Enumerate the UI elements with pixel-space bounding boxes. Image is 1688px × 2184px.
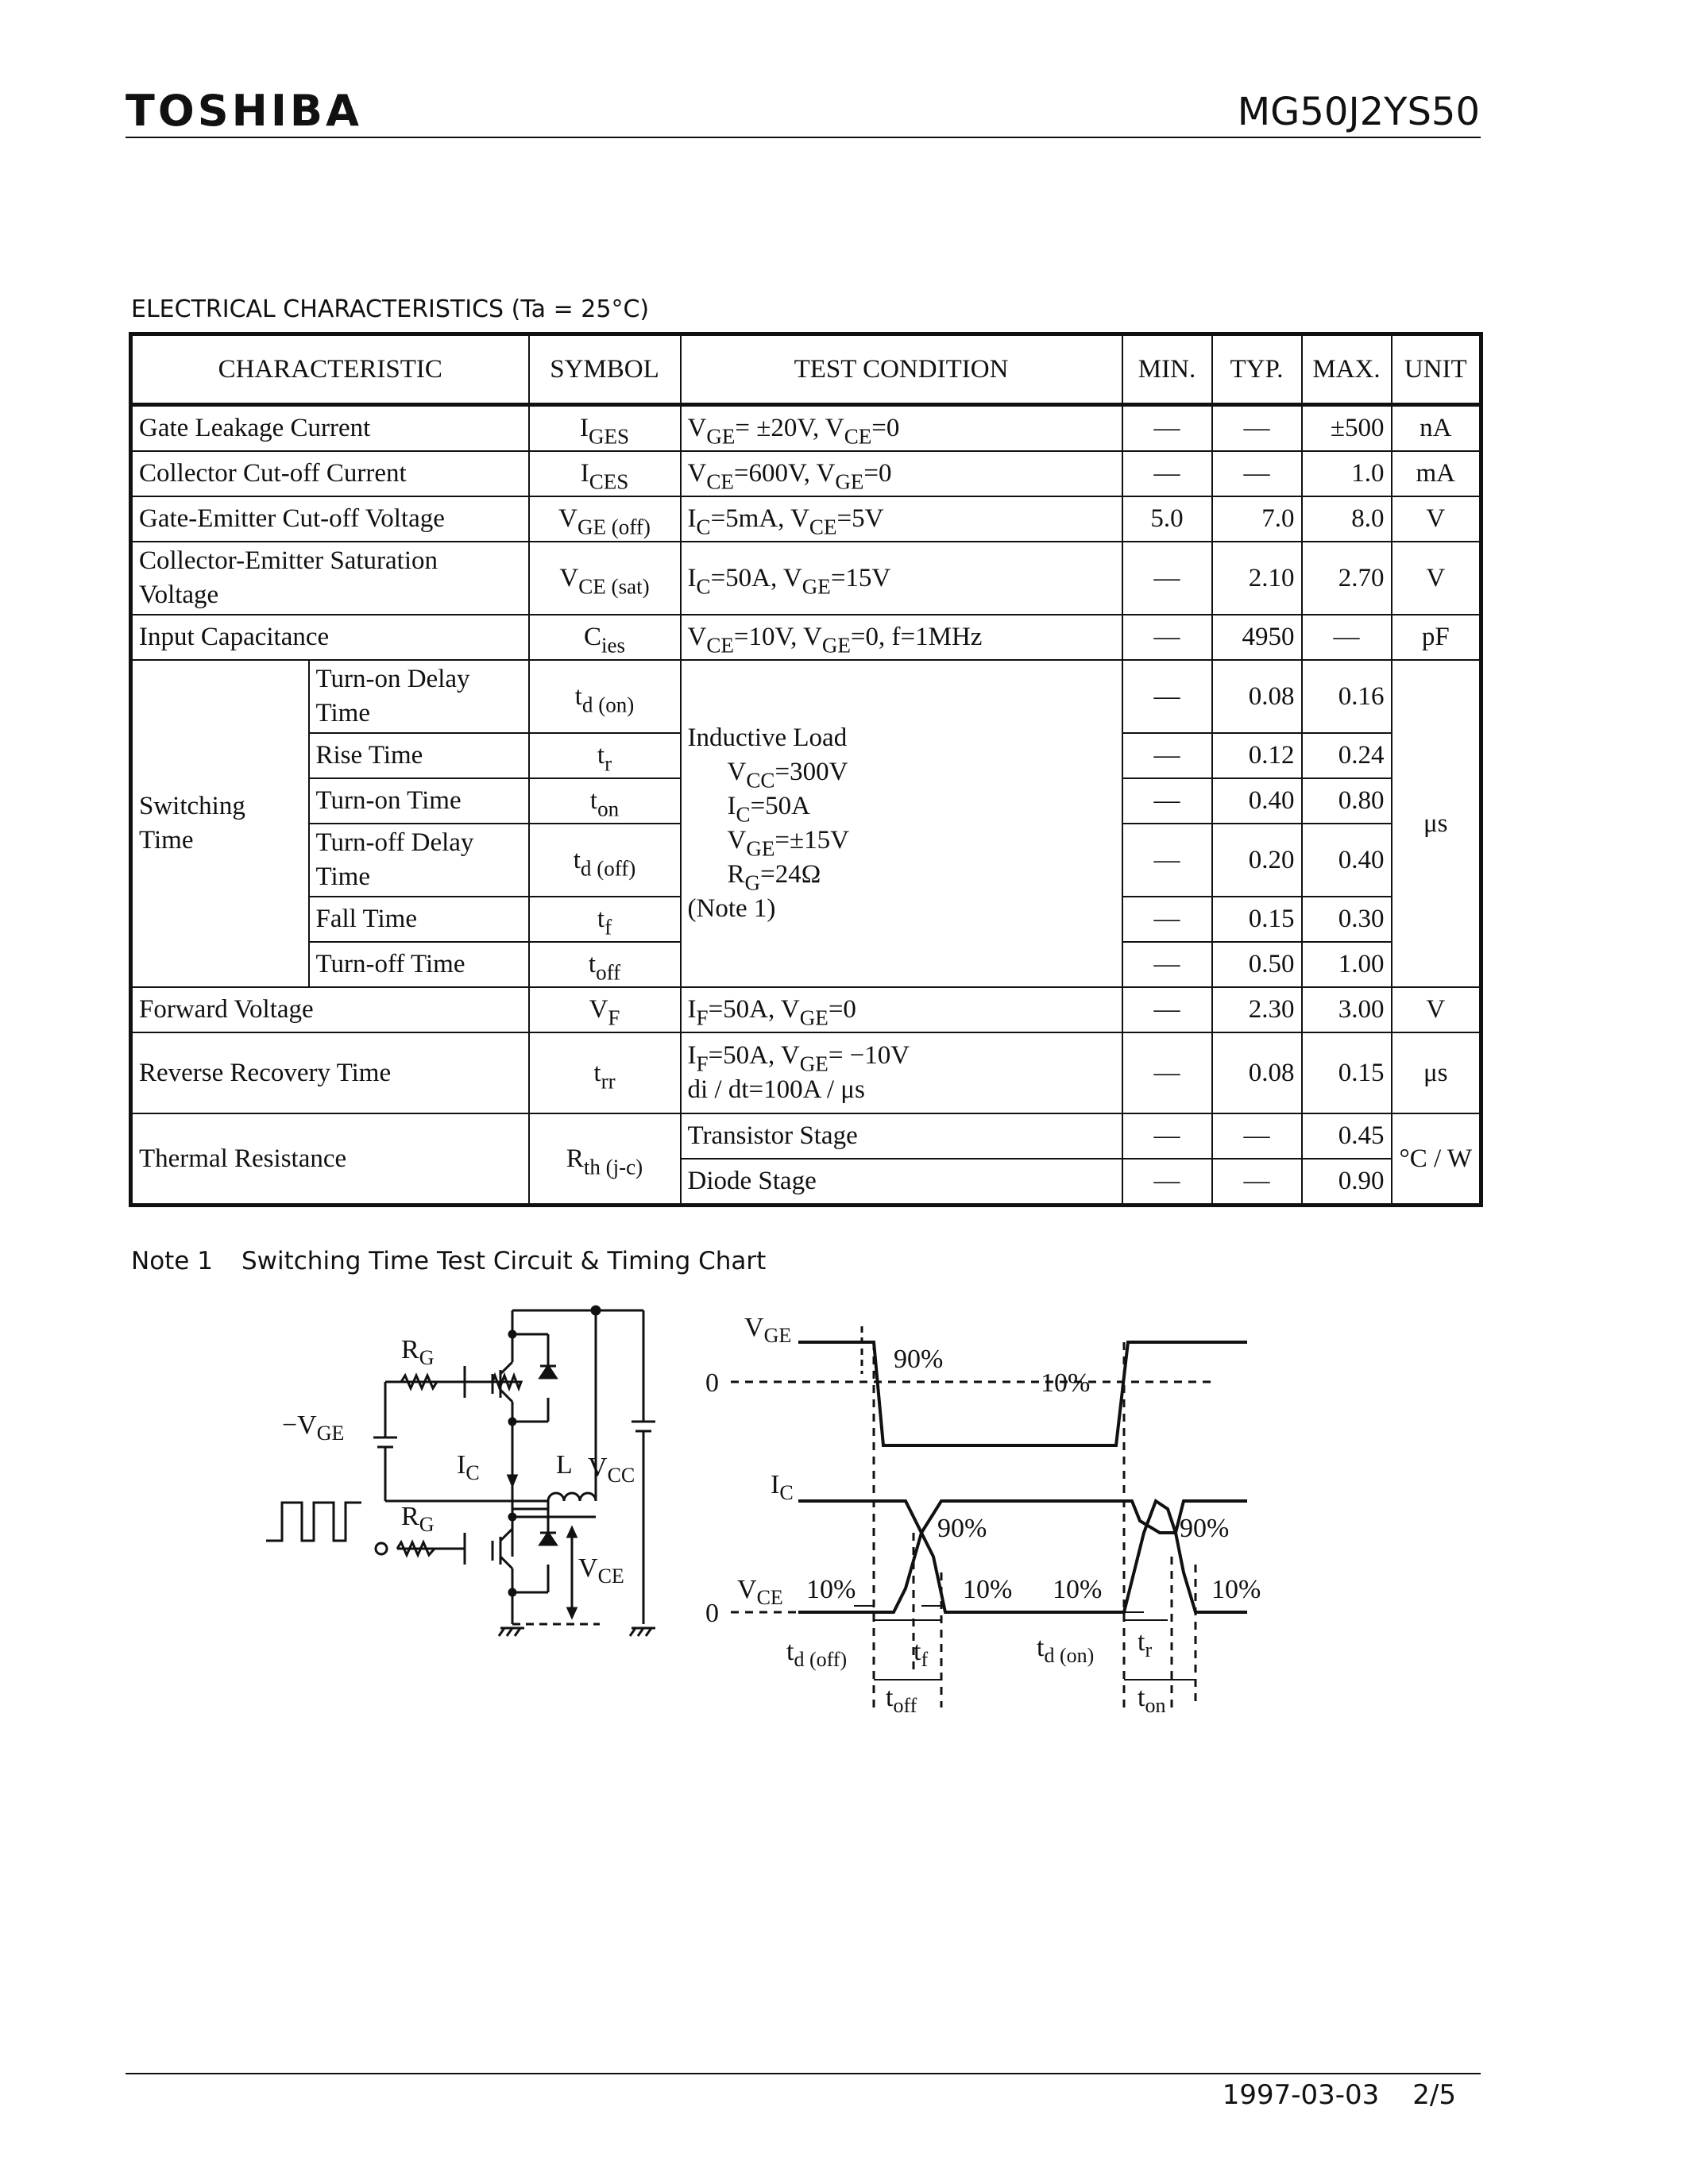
section-title: ELECTRICAL CHARACTERISTICS (Ta = 25°C)	[131, 295, 650, 323]
char-name: Input Capacitance	[131, 615, 529, 660]
vge-10pct-label: 10%	[1041, 1368, 1091, 1398]
table-row	[131, 542, 1481, 615]
col-header-min: MIN.	[1122, 334, 1212, 405]
ic-10pct-off-a-label: 10%	[806, 1575, 856, 1604]
vge-waveform	[798, 1342, 1247, 1445]
ic-label: $I_C$	[457, 1450, 480, 1484]
max-cell: 1.0	[1302, 451, 1392, 496]
symbol-cell: $t_{d (on)}$	[529, 660, 681, 733]
vce-chart-label: $V_{CE}$	[737, 1575, 783, 1609]
typ-cell: 0.12	[1212, 733, 1302, 778]
char-name: Turn-off Delay Time	[309, 824, 529, 897]
tf-label: $t_f$	[914, 1637, 929, 1671]
symbol-cell: $t_f$	[529, 897, 681, 942]
table-row	[131, 451, 1481, 496]
col-header-condition: TEST CONDITION	[681, 334, 1122, 405]
typ-cell: —	[1212, 405, 1302, 452]
min-cell: —	[1122, 987, 1212, 1032]
unit-cell: μs	[1392, 660, 1481, 987]
condition-cell: $V_{CE}=600V$, $V_{GE}=0$	[681, 451, 1122, 496]
ic-10pct-on-b-label: 10%	[1211, 1575, 1261, 1604]
condition-cell: $I_C=50A$, $V_{GE}=15V$	[681, 542, 1122, 615]
typ-cell: —	[1212, 451, 1302, 496]
min-cell: —	[1122, 615, 1212, 660]
brand-logo-text: TOSHIBA	[126, 86, 362, 136]
table-row	[131, 615, 1481, 660]
char-name: Rise Time	[309, 733, 529, 778]
toff-label: $t_{off}$	[886, 1683, 917, 1717]
td-off-label: $t_{d (off)}$	[786, 1637, 848, 1671]
char-name: Collector-Emitter Saturation Voltage	[131, 542, 529, 615]
unit-cell: pF	[1392, 615, 1481, 660]
typ-cell: —	[1212, 1159, 1302, 1206]
diode-top-icon	[540, 1366, 556, 1378]
switching-test-diagram	[0, 1295, 1688, 1811]
symbol-cell: $I_{CES}$	[529, 451, 681, 496]
typ-cell: 7.0	[1212, 496, 1302, 542]
symbol-cell: $t_r$	[529, 733, 681, 778]
typ-cell: 0.20	[1212, 824, 1302, 897]
typ-cell: 0.08	[1212, 1032, 1302, 1113]
condition-cell: $V_{GE}= \pm 20V$, $V_{CE}=0$	[681, 405, 1122, 452]
rg-bottom-label: $R_G$	[401, 1502, 435, 1536]
td-on-label: $t_{d (on)}$	[1037, 1633, 1095, 1667]
col-header-max: MAX.	[1302, 334, 1392, 405]
switching-condition-cell: Inductive Load $V_{CC}=300V$ $I_C=50A$ $V_{GE}=\pm 15V$ $R_G=24\Omega$ (Note 1)	[681, 660, 1122, 987]
footer-date: 1997-03-03	[1222, 2079, 1380, 2111]
char-name: Collector Cut-off Current	[131, 451, 529, 496]
typ-cell: —	[1212, 1113, 1302, 1159]
max-cell: 2.70	[1302, 542, 1392, 615]
symbol-cell: $t_{d (off)}$	[529, 824, 681, 897]
part-number: MG50J2YS50	[1237, 90, 1480, 134]
ic-90pct-off-label: 90%	[937, 1514, 987, 1543]
note-text: Switching Time Test Circuit & Timing Chart	[241, 1247, 767, 1275]
min-cell: —	[1122, 660, 1212, 733]
vcc-label: $V_{CC}$	[588, 1453, 635, 1487]
char-name: Turn-on Delay Time	[309, 660, 529, 733]
max-cell: 0.30	[1302, 897, 1392, 942]
typ-cell: 0.15	[1212, 897, 1302, 942]
char-name: Thermal Resistance	[131, 1113, 529, 1206]
max-cell: 1.00	[1302, 942, 1392, 987]
vge-90pct-label: 90%	[894, 1345, 944, 1374]
note-caption	[131, 1247, 794, 1275]
ic-10pct-off-b-label: 10%	[963, 1575, 1013, 1604]
min-cell: —	[1122, 733, 1212, 778]
typ-cell: 0.40	[1212, 778, 1302, 824]
min-cell: —	[1122, 405, 1212, 452]
condition-cell: $I_F=50A$, $V_{GE}=0$	[681, 987, 1122, 1032]
footer-rule	[126, 2073, 1481, 2074]
max-cell: 8.0	[1302, 496, 1392, 542]
col-header-symbol: SYMBOL	[529, 334, 681, 405]
table-row	[131, 1032, 1481, 1113]
vce-circuit-label: $V_{CE}$	[578, 1553, 624, 1588]
typ-cell: 0.50	[1212, 942, 1302, 987]
neg-vge-label: $-V_{GE}$	[282, 1410, 345, 1445]
char-name: Turn-on Time	[309, 778, 529, 824]
min-cell: —	[1122, 1113, 1212, 1159]
vge-chart-label: $V_{GE}$	[744, 1313, 792, 1347]
col-header-characteristic: CHARACTERISTIC	[131, 334, 529, 405]
table-row	[131, 987, 1481, 1032]
symbol-cell: $I_{GES}$	[529, 405, 681, 452]
zero-label-vge: 0	[705, 1368, 719, 1398]
symbol-cell: $V_{GE (off)}$	[529, 496, 681, 542]
max-cell: —	[1302, 615, 1392, 660]
unit-cell: mA	[1392, 451, 1481, 496]
char-name: Turn-off Time	[309, 942, 529, 987]
zero-label-vce: 0	[705, 1599, 719, 1628]
condition-cell: $I_F=50A$, $V_{GE}= -10V$ di / dt=100A / μs	[681, 1032, 1122, 1113]
condition-cell: Diode Stage	[681, 1159, 1122, 1206]
unit-cell: V	[1392, 987, 1481, 1032]
min-cell: —	[1122, 1032, 1212, 1113]
tr-label: $t_r$	[1138, 1627, 1153, 1661]
min-cell: —	[1122, 1159, 1212, 1206]
col-header-typ: TYP.	[1212, 334, 1302, 405]
min-cell: —	[1122, 451, 1212, 496]
unit-cell: μs	[1392, 1032, 1481, 1113]
symbol-cell: $V_F$	[529, 987, 681, 1032]
max-cell: 0.24	[1302, 733, 1392, 778]
char-name: Gate-Emitter Cut-off Voltage	[131, 496, 529, 542]
header-rule	[126, 137, 1481, 138]
max-cell: 0.90	[1302, 1159, 1392, 1206]
symbol-cell: $C_{ies}$	[529, 615, 681, 660]
condition-cell: $V_{CE}=10V$, $V_{GE}=0$, f=1MHz	[681, 615, 1122, 660]
electrical-characteristics-table	[129, 332, 1483, 1207]
symbol-cell: $t_{rr}$	[529, 1032, 681, 1113]
table-row	[131, 660, 1481, 733]
char-name: Forward Voltage	[131, 987, 529, 1032]
min-cell: —	[1122, 897, 1212, 942]
table-row	[131, 405, 1481, 452]
condition-cell: Transistor Stage	[681, 1113, 1122, 1159]
timing-chart	[705, 1313, 1261, 1717]
diode-bottom-icon	[540, 1533, 556, 1545]
max-cell: 0.80	[1302, 778, 1392, 824]
page-number: 2/5	[1412, 2079, 1456, 2111]
table-row	[131, 1113, 1481, 1159]
gate-terminal-icon	[376, 1543, 387, 1554]
unit-cell: V	[1392, 542, 1481, 615]
note-label: Note 1	[131, 1247, 213, 1275]
unit-cell: V	[1392, 496, 1481, 542]
ic-10pct-on-a-label: 10%	[1053, 1575, 1103, 1604]
ic-90pct-on-label: 90%	[1180, 1514, 1230, 1543]
min-cell: —	[1122, 542, 1212, 615]
ton-label: $t_{on}$	[1138, 1683, 1166, 1717]
symbol-cell: $t_{on}$	[529, 778, 681, 824]
rg-top-label: $R_G$	[401, 1335, 435, 1369]
col-header-unit: UNIT	[1392, 334, 1481, 405]
switching-group-label: Switching Time	[131, 660, 309, 987]
unit-cell: °C / W	[1392, 1113, 1481, 1206]
max-cell: 0.45	[1302, 1113, 1392, 1159]
inductor-label: L	[556, 1450, 573, 1480]
max-cell: 0.40	[1302, 824, 1392, 897]
char-name: Gate Leakage Current	[131, 405, 529, 452]
min-cell: 5.0	[1122, 496, 1212, 542]
table-header-row	[131, 334, 1481, 405]
typ-cell: 0.08	[1212, 660, 1302, 733]
min-cell: —	[1122, 942, 1212, 987]
min-cell: —	[1122, 778, 1212, 824]
max-cell: 0.16	[1302, 660, 1392, 733]
typ-cell: 2.30	[1212, 987, 1302, 1032]
max-cell: 0.15	[1302, 1032, 1392, 1113]
max-cell: 3.00	[1302, 987, 1392, 1032]
unit-cell: nA	[1392, 405, 1481, 452]
condition-cell: $I_C=5mA$, $V_{CE}=5V$	[681, 496, 1122, 542]
footer	[1223, 2079, 1456, 2111]
symbol-cell: $V_{CE (sat)}$	[529, 542, 681, 615]
min-cell: —	[1122, 824, 1212, 897]
typ-cell: 4950	[1212, 615, 1302, 660]
ic-chart-label: $I_C$	[771, 1470, 794, 1504]
typ-cell: 2.10	[1212, 542, 1302, 615]
symbol-cell: $R_{th (j-c)}$	[529, 1113, 681, 1206]
char-name: Fall Time	[309, 897, 529, 942]
max-cell: ±500	[1302, 405, 1392, 452]
symbol-cell: $t_{off}$	[529, 942, 681, 987]
char-name: Reverse Recovery Time	[131, 1032, 529, 1113]
table-row	[131, 496, 1481, 542]
